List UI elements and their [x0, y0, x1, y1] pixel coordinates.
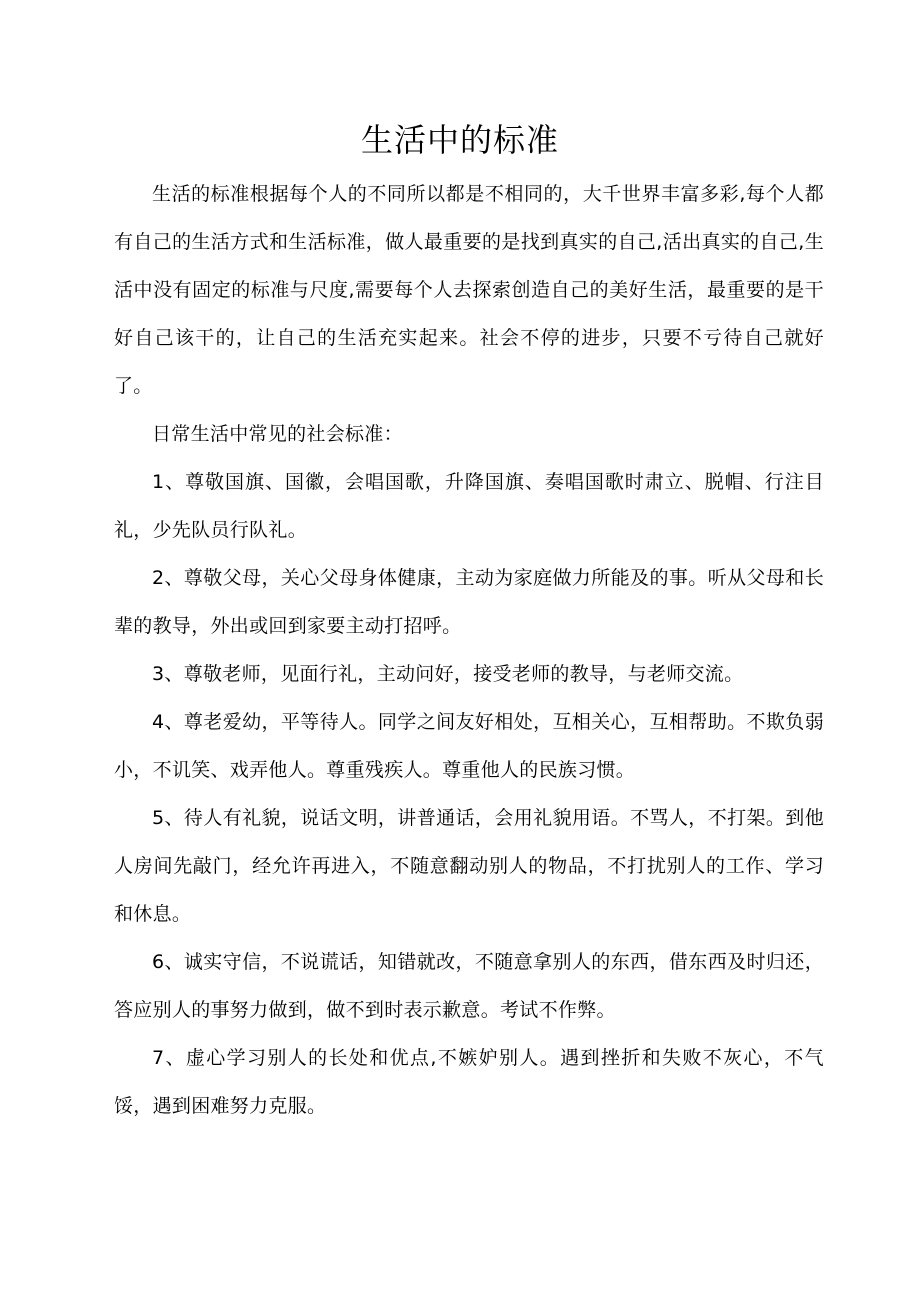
paragraph-standards-heading: 日常生活中常见的社会标准： [152, 423, 403, 445]
paragraph-standard-3: 3、尊敬老师，见面行礼，主动问好，接受老师的教导，与老师交流。 [152, 663, 744, 685]
paragraph-standard-1: 1、尊敬国旗、国徽，会唱国歌，升降国旗、奏唱国歌时肃立、脱帽、行注目礼，少先队员行队礼。 [114, 471, 824, 541]
paragraph-standard-5: 5、待人有礼貌，说话文明，讲普通话，会用礼貌用语。不骂人，不打架。到他人房间先敲门，经允许再进入，不随意翻动别人的物品，不打扰别人的工作、学习和休息。 [114, 807, 824, 925]
document-body [114, 170, 824, 1130]
paragraph-standard-4: 4、尊老爱幼，平等待人。同学之间友好相处，互相关心，互相帮助。不欺负弱小，不讥笑、戏弄他人。尊重残疾人。尊重他人的民族习惯。 [114, 711, 824, 781]
document-title: 生活中的标准 [360, 121, 559, 159]
paragraph-standard-2: 2、尊敬父母，关心父母身体健康，主动为家庭做力所能及的事。听从父母和长辈的教导，外出或回到家要主动打招呼。 [114, 567, 824, 637]
paragraph-standard-7: 7、虚心学习别人的长处和优点,不嫉妒别人。遇到挫折和失败不灰心，不气馁，遇到困难努力克服。 [114, 1047, 824, 1117]
paragraph-intro: 生活的标准根据每个人的不同所以都是不相同的，大千世界丰富多彩,每个人都有自己的生活方式和生活标准，做人最重要的是找到真实的自己,活出真实的自己,生活中没有固定的标准与尺度,需要每个人去探索创造自己的美好生活，最重要的是干好自己该干的，让自己的生活充实起来。社会不停的进步，只要不亏待自己就好了。 [114, 183, 824, 397]
paragraph-standard-6: 6、诚实守信，不说谎话，知错就改，不随意拿别人的东西，借东西及时归还，答应别人的事努力做到，做不到时表示歉意。考试不作弊。 [114, 951, 824, 1021]
